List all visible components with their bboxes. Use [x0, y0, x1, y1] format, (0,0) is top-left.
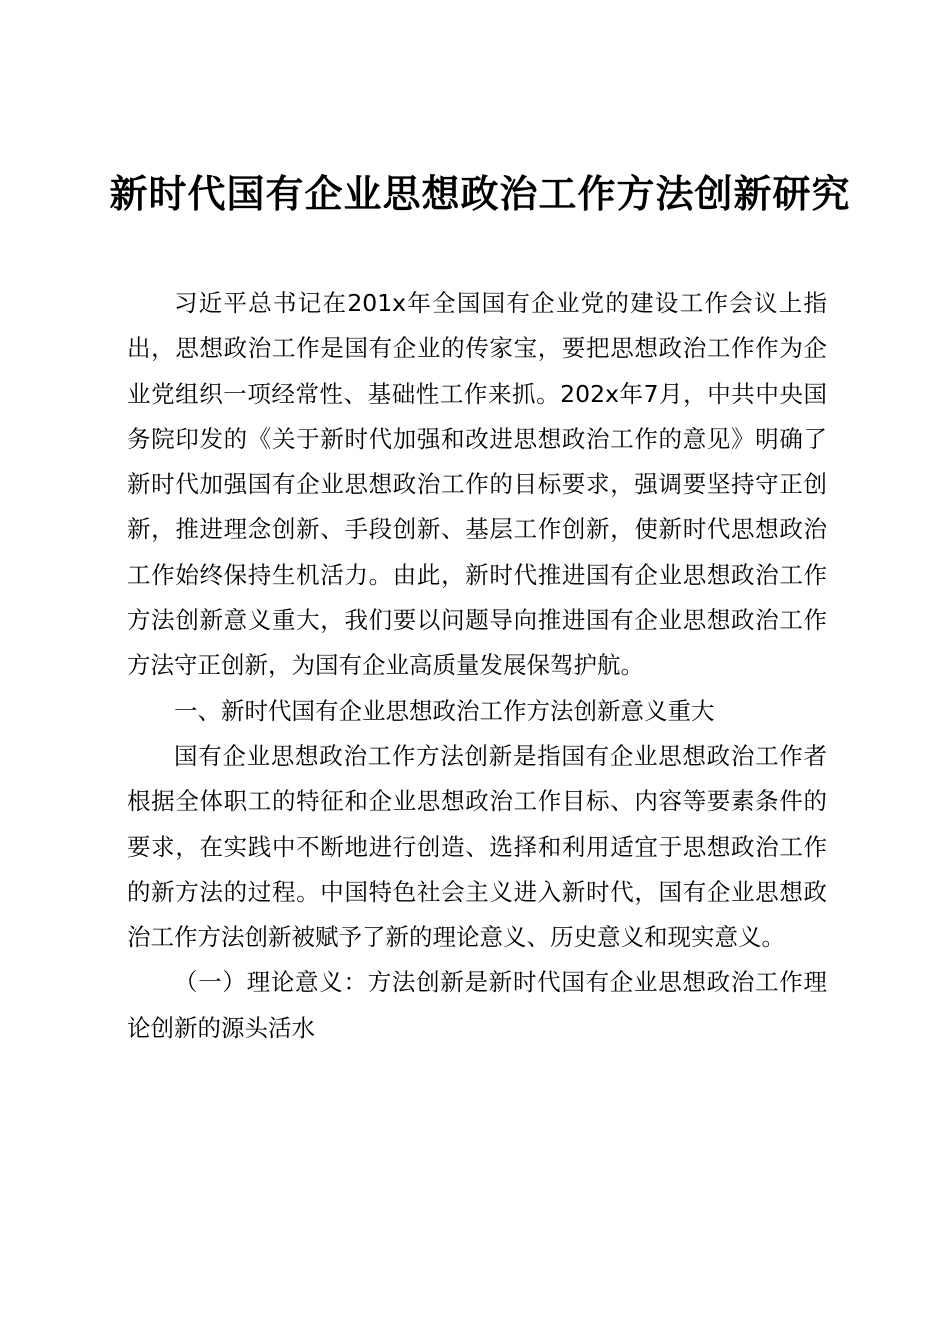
section-heading-1: 一、新时代国有企业思想政治工作方法创新意义重大: [174, 696, 715, 725]
section-1-paragraph: 国有企业思想政治工作方法创新是指国有企业思想政治工作者根据全体职工的特征和企业思想政治工作目标、内容等要素条件的要求，在实践中不断地进行创造、选择和利用适宜于思想政治工作的新方法的过程。中国特色社会主义进入新时代，国有企业思想政治工作方法创新被赋予了新的理论意义、历史意义和现实意义。: [127, 741, 827, 952]
document-title: 新时代国有企业思想政治工作方法创新研究: [109, 172, 851, 216]
document-body: [127, 281, 827, 1051]
intro-paragraph: 习近平总书记在201x年全国国有企业党的建设工作会议上指出，思想政治工作是国有企业的传家宝，要把思想政治工作作为企业党组织一项经常性、基础性工作来抓。202x年7月，中共中央国务院印发的《关于新时代加强和改进思想政治工作的意见》明确了新时代加强国有企业思想政治工作的目标要求，强调要坚持守正创新，推进理念创新、手段创新、基层工作创新，使新时代思想政治工作始终保持生机活力。由此，新时代推进国有企业思想政治工作方法创新意义重大，我们要以问题导向推进国有企业思想政治工作方法守正创新，为国有企业高质量发展保驾护航。: [127, 289, 827, 680]
subsection-heading-1: （一）理论意义：方法创新是新时代国有企业思想政治工作理论创新的源头活水: [127, 968, 827, 1042]
